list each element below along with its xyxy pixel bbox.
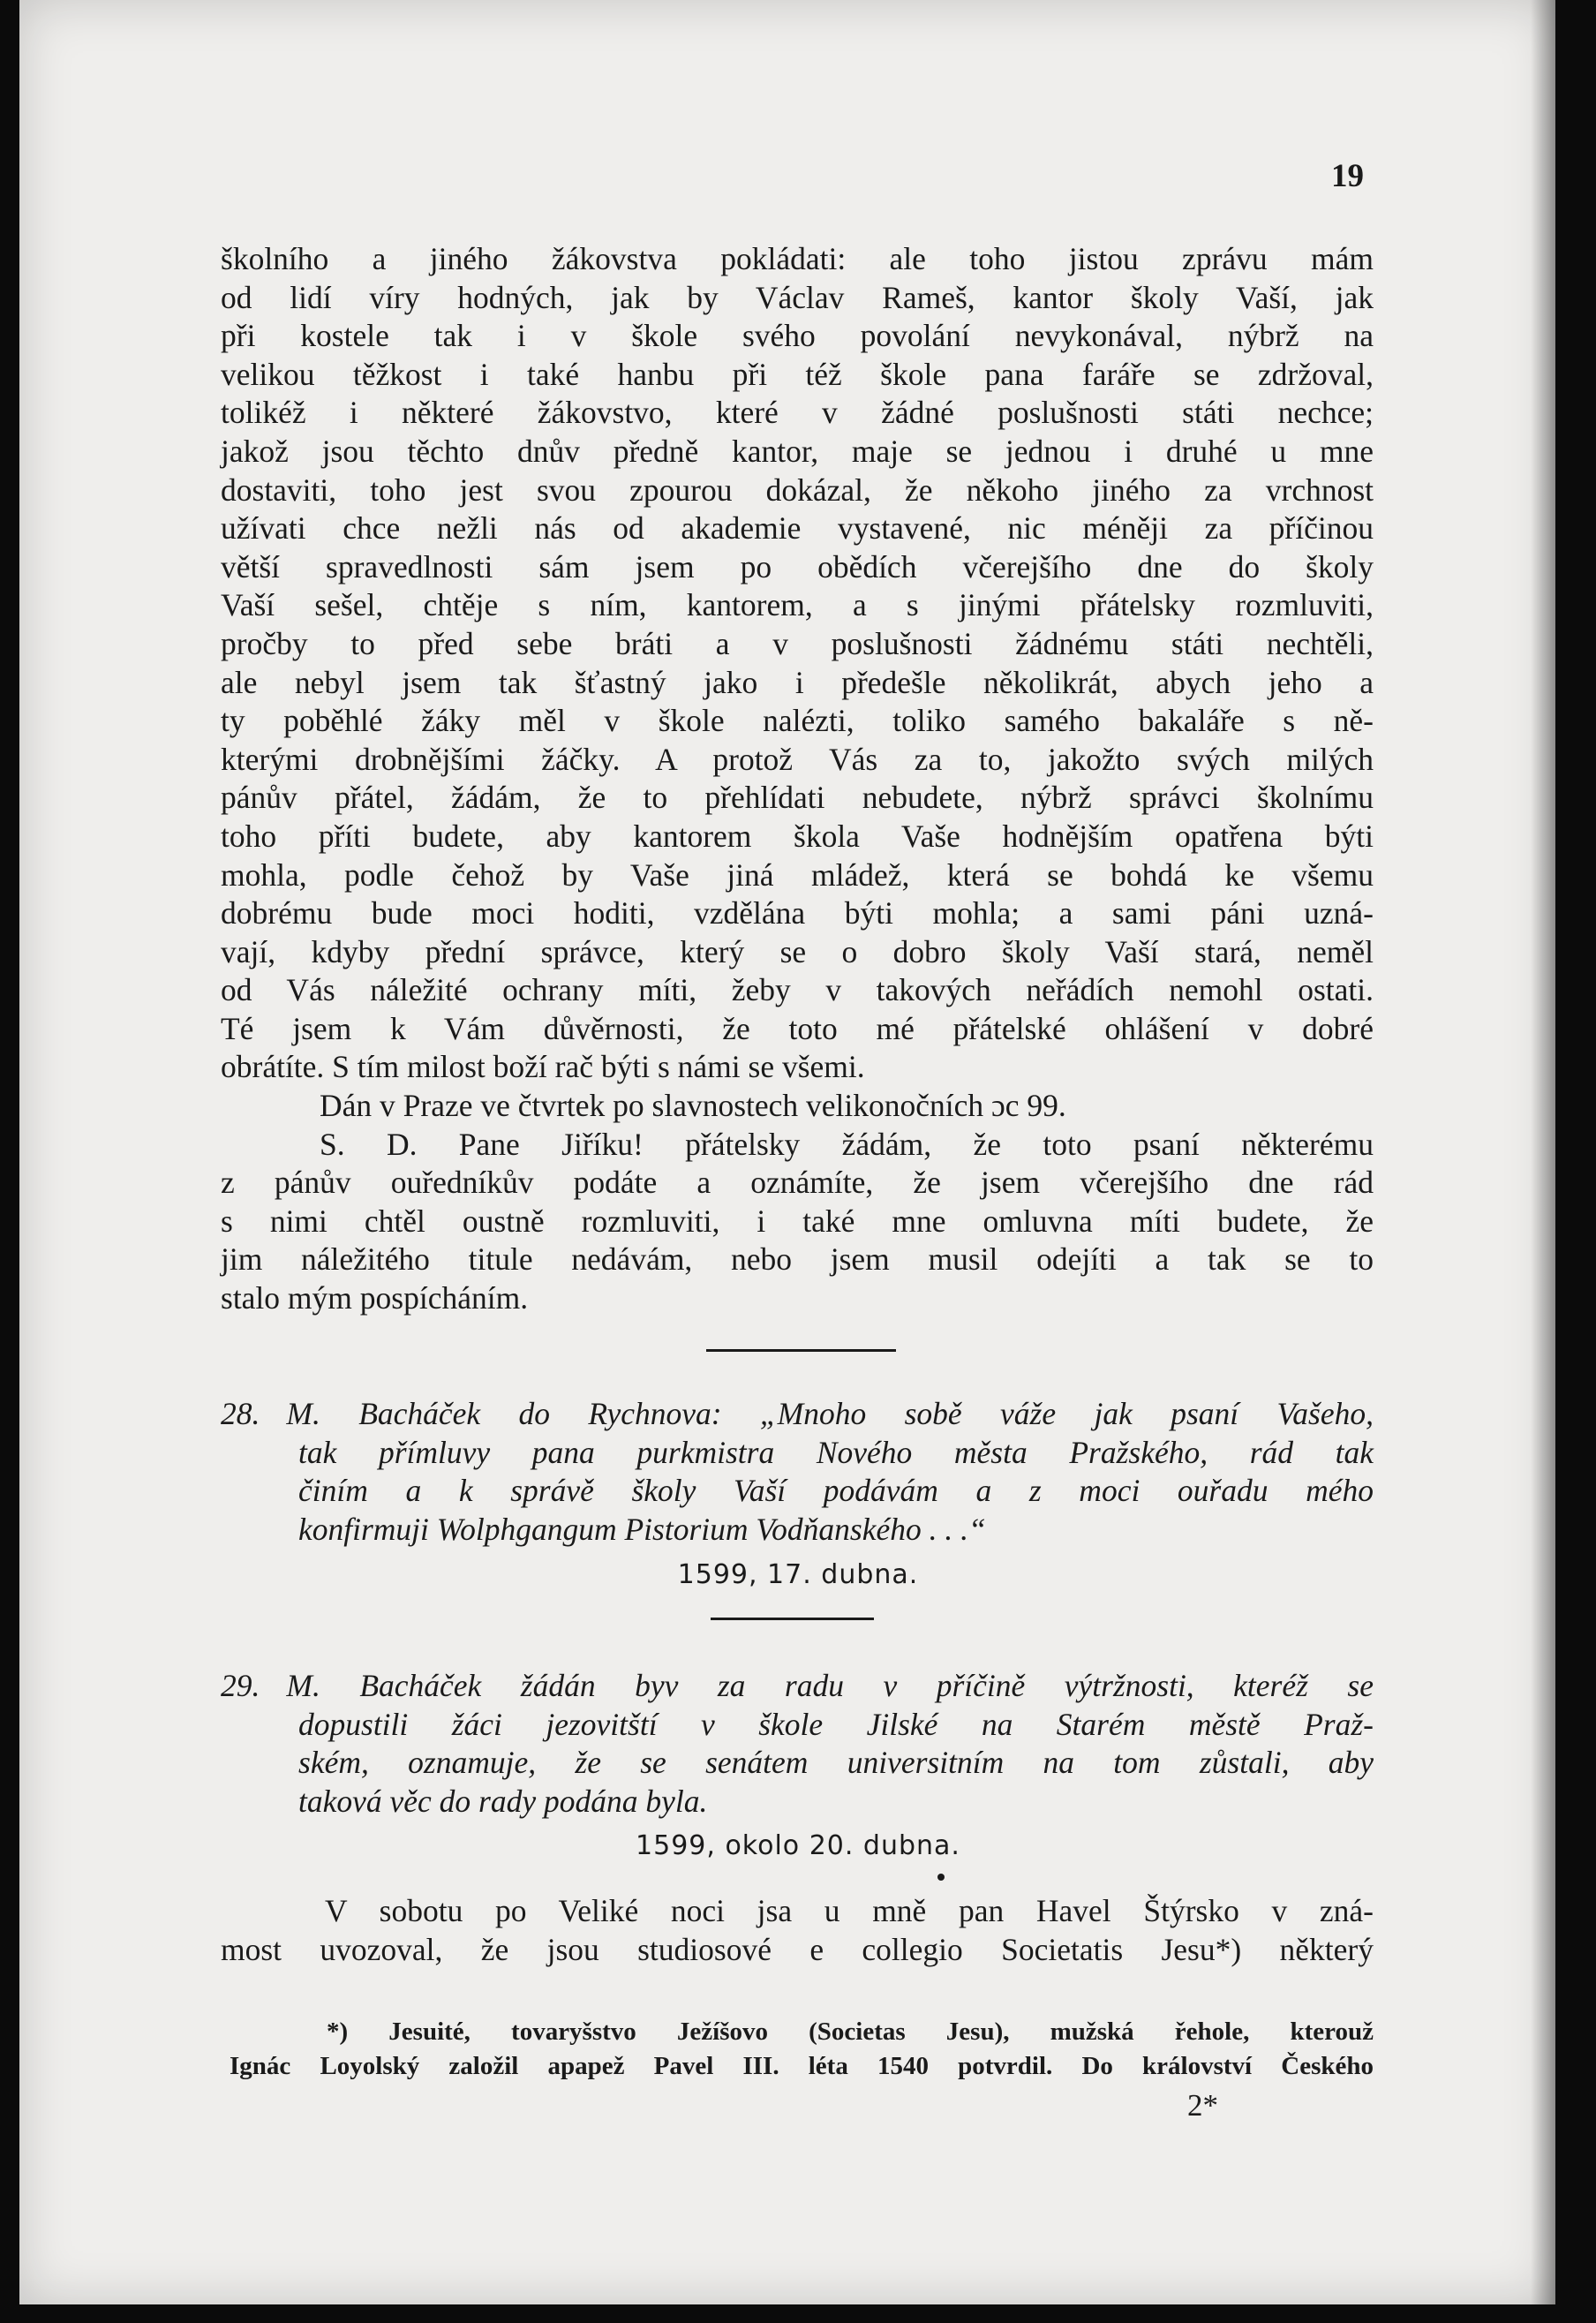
body-line: tolikéž i některé žákovstvo, které v žádné poslušnosti státi nechce; xyxy=(221,395,1374,431)
entry-29-date: 1599, okolo 20. dubna. xyxy=(636,1830,960,1861)
body-line: od Vás náležité ochrany míti, žeby v takových neřádích nemohl ostati. xyxy=(221,972,1374,1008)
body-line: s nimi chtěl oustně rozmluviti, i také mne omluvna míti budete, že xyxy=(221,1203,1374,1239)
entry-number: 29. xyxy=(221,1668,260,1703)
body-line: pročby to před sebe bráti a v poslušnosti žádnému státi nechtěli, xyxy=(221,625,1374,661)
footnote-line: *) Jesuité, tovaryšstvo Ježíšovo (Societas Jesu), mužská řehole, kterouž xyxy=(327,2018,1374,2046)
entry-line: tak přímluvy pana purkmistra Nového města Pražského, rád tak xyxy=(298,1434,1374,1470)
entry-29 xyxy=(221,1667,1374,1821)
entry-number: 28. xyxy=(221,1396,260,1431)
body-line: Té jsem k Vám důvěrnosti, že toto mé přátelské ohlášení v dobré xyxy=(221,1010,1374,1046)
entry-first-line: M. Bacháček žádán byv za radu v příčině výtržnosti, kteréž se xyxy=(286,1668,1374,1703)
entry-line: dopustili žáci jezovitští v škole Jilské na Starém městě Praž- xyxy=(298,1706,1374,1742)
page-number: 19 xyxy=(1331,158,1364,194)
footnote-line: Ignác Loyolský založil apapež Pavel III. léta 1540 potvrdil. Do království Českého xyxy=(230,2052,1374,2080)
entry-line: konfirmuji Wolphgangum Pistorium Vodňanského . . .“ xyxy=(298,1511,986,1547)
body-line: stalo mým pospícháním. xyxy=(221,1280,529,1316)
body-line: jakož jsou těchto dnův předně kantor, maje se jednou i druhé u mne xyxy=(221,433,1374,469)
body-line: jim náležitého titule nedávám, nebo jsem musil odejíti a tak se to xyxy=(221,1241,1374,1278)
body-line: z pánův ouředníkův podáte a oznámíte, že jsem včerejšího dne rád xyxy=(221,1165,1374,1201)
body-line: toho příti budete, aby kantorem škola Vaše hodnějším opatřena býti xyxy=(221,818,1374,854)
entry-line xyxy=(221,1395,1374,1434)
body-line: dostaviti, toho jest svou zpourou dokázal, že někoho jiného za vrchnost xyxy=(221,471,1374,508)
body-line: most uvozoval, že jsou studiosové e collegio Societatis Jesu*) některý xyxy=(221,1931,1374,1967)
entry-first-line: M. Bacháček do Rychnova: „Mnoho sobě váže jak psaní Vašeho, xyxy=(286,1396,1374,1431)
entry-line xyxy=(221,1667,1374,1706)
body-line: dobrému bude moci hoditi, vzdělána býti mohla; a sami páni uzná- xyxy=(221,895,1374,931)
dating-line: Dán v Praze ve čtvrtek po slavnostech velikonočních ɔc 99. xyxy=(320,1088,1066,1124)
entry-line: ském, oznamuje, že se senátem universitním na tom zůstali, aby xyxy=(298,1745,1374,1781)
footnote xyxy=(230,2015,1374,2084)
page-edge-shadow xyxy=(1531,0,1555,2304)
entry-28-date: 1599, 17. dubna. xyxy=(677,1559,919,1590)
section-divider xyxy=(706,1349,896,1352)
body-line: kterými drobnějšími žáčky. A protož Vás za to, jakožto svých milých xyxy=(221,741,1374,777)
body-line: velikou těžkost i také hanbu při též škole pana faráře se zdržoval, xyxy=(221,356,1374,392)
body-line: při kostele tak i v škole svého povolání nevykonával, nýbrž na xyxy=(221,318,1374,354)
separator-dot xyxy=(937,1874,945,1881)
body-line: obrátíte. S tím milost boží rač býti s námi se všemi. xyxy=(221,1049,865,1085)
postscript-line: S. D. Pane Jiříku! přátelsky žádám, že toto psaní některému xyxy=(320,1126,1374,1162)
body-line: větší spravedlnosti sám jsem po obědích včerejšího dne do školy xyxy=(221,548,1374,585)
body-line: ale nebyl jsem tak šťastný jako i předešle několikrát, abych jeho a xyxy=(221,664,1374,700)
entry-line: činím a k správě školy Vaší podávám a z moci ouřadu mého xyxy=(298,1473,1374,1509)
body-line: školního a jiného žákovstva pokládati: ale toho jistou zprávu mám xyxy=(221,241,1374,276)
entry-line: taková věc do rady podána byla. xyxy=(298,1783,708,1819)
section-divider xyxy=(711,1618,874,1620)
body-line: vají, kdyby přední správce, který se o dobro školy Vaší stará, neměl xyxy=(221,933,1374,969)
signature-mark: 2* xyxy=(1187,2088,1218,2123)
body-line: V sobotu po Veliké noci jsa u mně pan Havel Štýrsko v zná- xyxy=(325,1893,1374,1928)
entry-28 xyxy=(221,1395,1374,1549)
body-line: od lidí víry hodných, jak by Václav Rameš, kantor školy Vaší, jak xyxy=(221,279,1374,315)
body-line: ty poběhlé žáky měl v škole nalézti, toliko samého bakaláře s ně- xyxy=(221,703,1374,739)
body-line: Vaší sešel, chtěje s ním, kantorem, a s jinými přátelsky rozmluviti, xyxy=(221,587,1374,623)
body-line: mohla, podle čehož by Vaše jiná mládež, která se bohdá ke všemu xyxy=(221,856,1374,893)
body-line: užívati chce nežli nás od akademie vystavené, nic méněji za příčinou xyxy=(221,510,1374,547)
letter-body xyxy=(221,240,1374,1318)
letter-start xyxy=(221,1892,1374,1969)
body-line: pánův přátel, žádám, že to přehlídati nebudete, nýbrž správci školnímu xyxy=(221,780,1374,816)
